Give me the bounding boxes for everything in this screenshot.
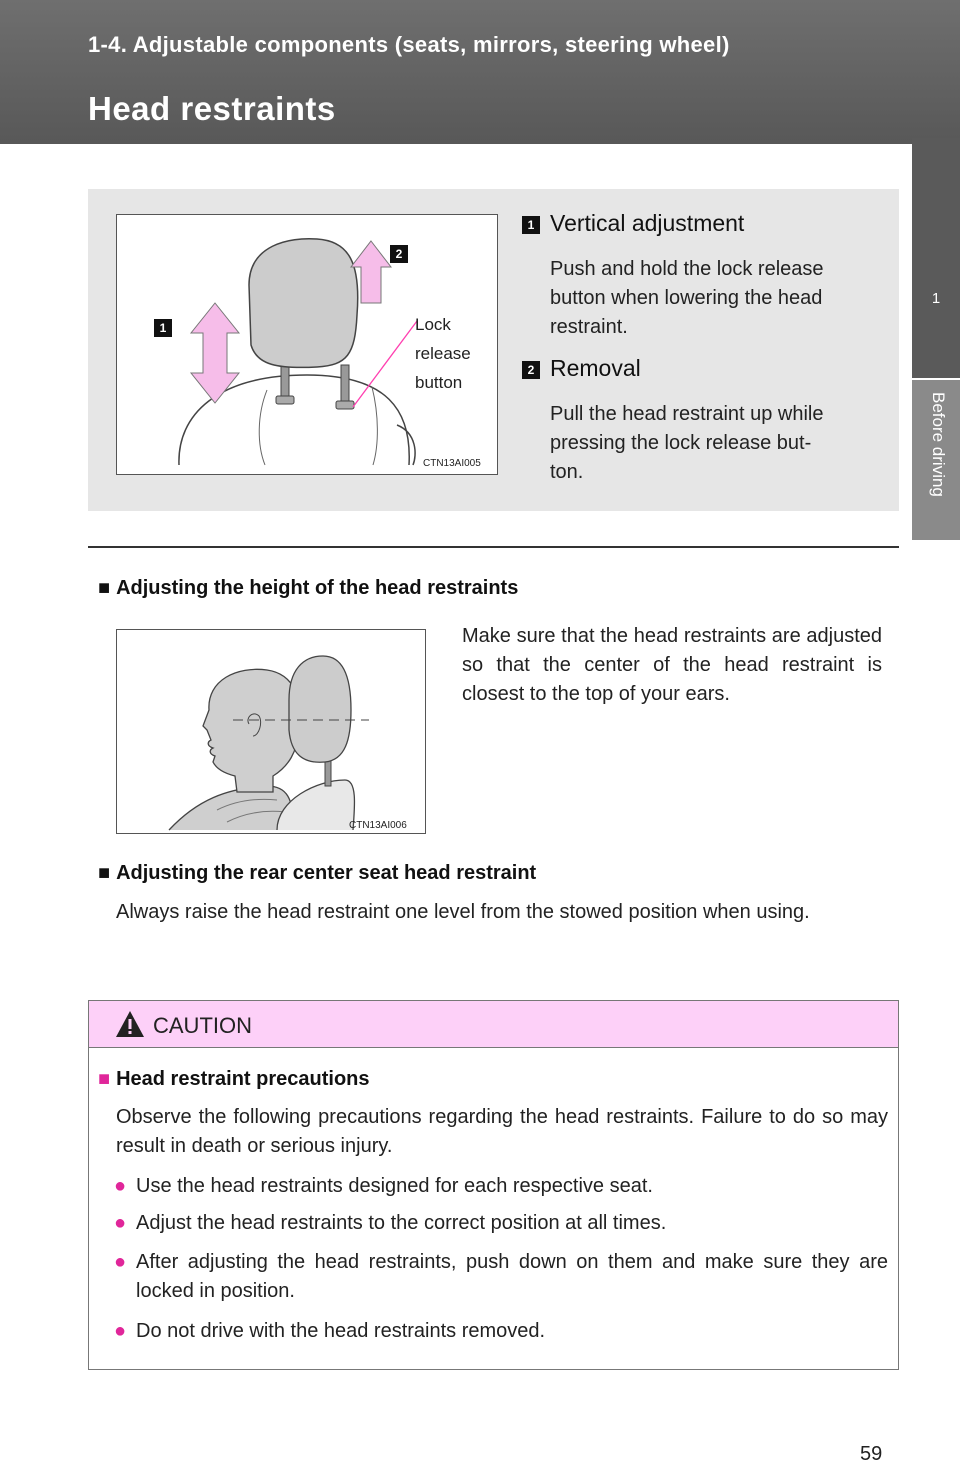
- rear-center-instruction: Always raise the head restraint one level from the stowed position when using.: [116, 901, 810, 923]
- desc-line: pressing the lock release but-: [550, 432, 812, 454]
- figure-code: CTN13AI005: [423, 458, 481, 469]
- caution-intro: Observe the following precautions regarding the head restraints. Failure to do so may result in death or serious injury.: [116, 1106, 888, 1157]
- caution-label: CAUTION: [153, 1013, 252, 1038]
- item-badge-1-icon: 1: [522, 216, 540, 234]
- page-number: 59: [860, 1443, 883, 1465]
- bullet-text: Do not drive with the head restraints removed.: [136, 1320, 546, 1342]
- caution-bullet: [114, 1248, 888, 1306]
- figure-head-position: [116, 629, 426, 834]
- desc-line: Pull the head restraint up while: [550, 403, 824, 425]
- item-title-vertical: Vertical adjustment: [550, 210, 745, 236]
- square-marker-icon: ■: [98, 1068, 111, 1090]
- callout-line-2: release: [415, 344, 471, 363]
- badge-1-icon: 1: [154, 319, 172, 337]
- subheading-text: Head restraint precautions: [116, 1068, 370, 1090]
- page-header: [0, 0, 960, 144]
- subheading-text: Adjusting the height of the head restraints: [116, 577, 519, 599]
- callout-line-1: Lock: [415, 315, 451, 334]
- bullet-text: After adjusting the head restraints, push down on them and make sure they are locked in position.: [136, 1251, 888, 1302]
- bullet-dot-icon: ●: [114, 1175, 127, 1197]
- desc-line: button when lowering the head: [550, 287, 823, 309]
- square-marker-icon: ■: [98, 577, 111, 599]
- chapter-number: 1: [931, 290, 941, 307]
- caution-bullet: [114, 1317, 888, 1346]
- height-instruction: Make sure that the head restraints are adjusted so that the center of the head restraint is closest to the top of your ears.: [462, 625, 882, 705]
- section-divider: [88, 546, 899, 548]
- subheading-rear-center: [98, 862, 536, 885]
- bullet-text: Adjust the head restraints to the correct position at all times.: [136, 1212, 667, 1234]
- item-title-removal: Removal: [550, 355, 641, 381]
- head-position-illustration: [117, 630, 425, 833]
- chapter-label: Before driving: [929, 392, 948, 497]
- section-title: 1-4. Adjustable components (seats, mirrors, steering wheel): [88, 32, 730, 57]
- caution-bullet: [114, 1172, 888, 1201]
- figure-code-2: CTN13AI006: [349, 820, 407, 831]
- figure-head-restraint-adjust: [116, 214, 498, 475]
- desc-line: Push and hold the lock release: [550, 258, 824, 280]
- side-tab-chapter: [912, 138, 960, 378]
- lock-release-label: [415, 310, 471, 397]
- page-title: Head restraints: [88, 90, 336, 127]
- caution-subheading: [98, 1068, 370, 1091]
- caution-header: [89, 1001, 898, 1048]
- desc-line: restraint.: [550, 316, 628, 338]
- subheading-text: Adjusting the rear center seat head restraint: [116, 862, 537, 884]
- square-marker-icon: ■: [98, 862, 111, 884]
- bullet-dot-icon: ●: [114, 1320, 127, 1342]
- subheading-height: [98, 577, 518, 600]
- badge-2-icon: 2: [390, 245, 408, 263]
- warning-triangle-icon: [115, 1010, 145, 1038]
- item-desc-vertical: [550, 255, 824, 342]
- item-desc-removal: [550, 400, 824, 487]
- bullet-dot-icon: ●: [114, 1251, 127, 1273]
- callout-line-3: button: [415, 373, 463, 392]
- item-badge-2-icon: 2: [522, 361, 540, 379]
- caution-bullet: [114, 1209, 888, 1238]
- bullet-text: Use the head restraints designed for each respective seat.: [136, 1175, 653, 1197]
- bullet-dot-icon: ●: [114, 1212, 127, 1234]
- desc-line: ton.: [550, 461, 584, 483]
